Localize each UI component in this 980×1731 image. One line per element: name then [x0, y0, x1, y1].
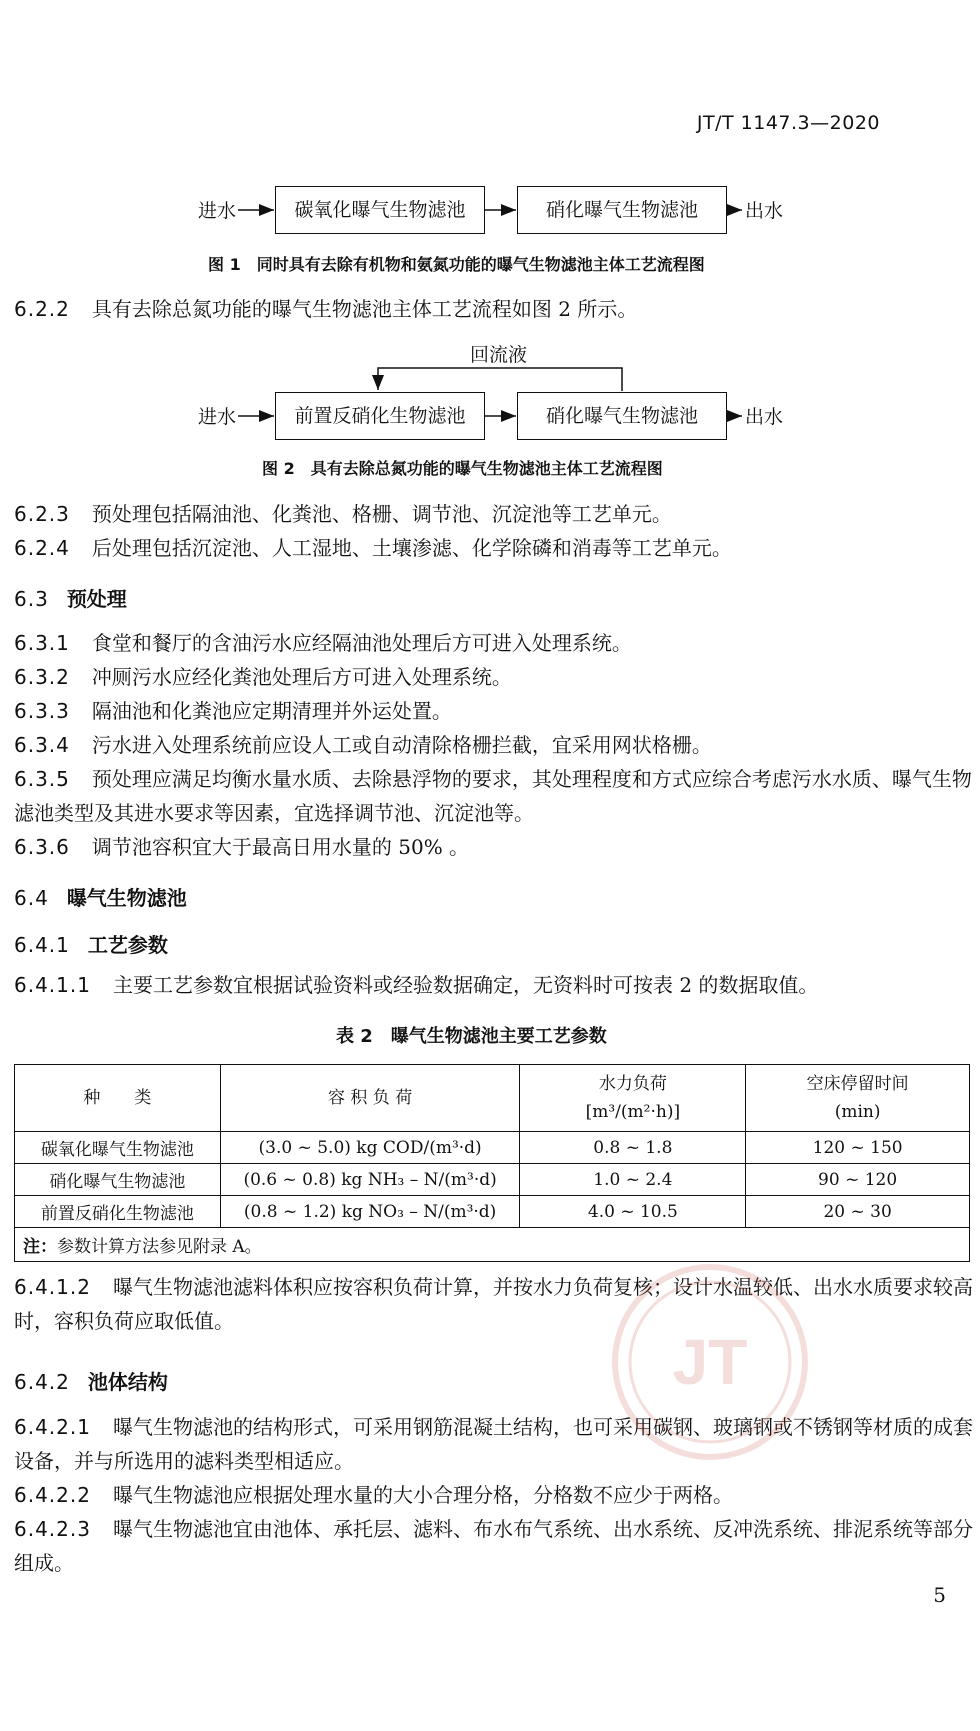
- clause-6-3-6: 6.3.6 调节池容积宜大于最高日用水量的 50% 。: [14, 835, 470, 859]
- section-6-4-1-heading: 6.4.1 工艺参数: [14, 933, 168, 957]
- figure1-inlet-label: 进水: [198, 200, 237, 222]
- table-row: [15, 1196, 970, 1228]
- clause-6-4-2-1: 6.4.2.1 曝气生物滤池的结构形式，可采用钢筋混凝土结构，也可采用碳钢、玻璃钢或不锈钢等材质的成套设备，并与所选用的滤料类型相适应。: [14, 1415, 973, 1473]
- table-cell-type: 硝化曝气生物滤池: [15, 1164, 221, 1196]
- table-cell-volume-load: (3.0 ~ 5.0) kg COD/(m³·d): [220, 1132, 520, 1164]
- figure2-arrows: [0, 0, 980, 460]
- table-cell-hydraulic-load: 4.0 ~ 10.5: [520, 1196, 746, 1228]
- clause-6-3-2: 6.3.2 冲厕污水应经化粪池处理后方可进入处理系统。: [14, 665, 512, 689]
- clause-6-4-2-3: 6.4.2.3 曝气生物滤池宜由池体、承托层、滤料、布水布气系统、出水系统、反冲洗系统、排泥系统等部分组成。: [14, 1517, 973, 1575]
- figure2-caption: 图 2 具有去除总氮功能的曝气生物滤池主体工艺流程图: [262, 459, 663, 478]
- table-cell-type: 前置反硝化生物滤池: [15, 1196, 221, 1228]
- clause-6-4-2-2: 6.4.2.2 曝气生物滤池应根据处理水量的大小合理分格，分格数不应少于两格。: [14, 1483, 733, 1507]
- figure1-outlet-label: 出水: [745, 200, 784, 222]
- table2-header-ebct: 空床停留时间 (min): [746, 1065, 970, 1132]
- table2-header-volume-load: 容 积 负 荷: [220, 1065, 520, 1132]
- clause-6-3-4: 6.3.4 污水进入处理系统前应设人工或自动清除格栅拦截，宜采用网状格栅。: [14, 733, 712, 757]
- table-cell-ebct: 90 ~ 120: [746, 1164, 970, 1196]
- table2-note: [15, 1228, 970, 1262]
- clause-6-2-4: 6.2.4 后处理包括沉淀池、人工湿地、土壤渗滤、化学除磷和消毒等工艺单元。: [14, 536, 732, 560]
- jt-watermark-stamp: [610, 1262, 810, 1462]
- clause-6-2-2: 6.2.2 具有去除总氮功能的曝气生物滤池主体工艺流程如图 2 所示。: [14, 297, 638, 321]
- figure1-caption: 图 1 同时具有去除有机物和氨氮功能的曝气生物滤池主体工艺流程图: [208, 255, 705, 274]
- section-6-4-heading: 6.4 曝气生物滤池: [14, 886, 187, 910]
- table2-note-label: 注：: [23, 1237, 57, 1257]
- table-cell-hydraulic-load: 1.0 ~ 2.4: [520, 1164, 746, 1196]
- figure2-reflux-label: 回流液: [470, 344, 528, 366]
- clause-6-4-1-2: 6.4.1.2 曝气生物滤池滤料体积应按容积负荷计算，并按水力负荷复核；设计水温较低、出水水质要求较高时，容积负荷应取低值。: [14, 1275, 973, 1333]
- figure1-box-nitrification: 硝化曝气生物滤池: [517, 186, 727, 234]
- page-number: 5: [933, 1583, 946, 1607]
- table2-header-hydraulic-unit: [m³/(m²·h)]: [585, 1102, 681, 1122]
- clause-6-3-1: 6.3.1 食堂和餐厅的含油污水应经隔油池处理后方可进入处理系统。: [14, 631, 632, 655]
- clause-6-4-1-1: 6.4.1.1 主要工艺参数宜根据试验资料或经验数据确定，无资料时可按表 2 的数据取值。: [14, 973, 819, 997]
- stamp-text: JT: [672, 1326, 748, 1398]
- clause-6-3-5: 6.3.5 预处理应满足均衡水量水质、去除悬浮物的要求，其处理程度和方式应综合考虑污水水质、曝气生物滤池类型及其进水要求等因素，宜选择调节池、沉淀池等。: [14, 767, 972, 825]
- table2-header-hydraulic-load: 水力负荷 [m³/(m²·h)]: [520, 1065, 746, 1132]
- table-row: [15, 1132, 970, 1164]
- figure2-inlet-label: 进水: [198, 406, 237, 428]
- figure1-box-carbon-oxidation: 碳氧化曝气生物滤池: [275, 186, 485, 234]
- table2-header-row: [15, 1065, 970, 1132]
- figure2-box-nitrification: 硝化曝气生物滤池: [517, 392, 727, 440]
- table-cell-type: 碳氧化曝气生物滤池: [15, 1132, 221, 1164]
- clause-6-3-3: 6.3.3 隔油池和化粪池应定期清理并外运处置。: [14, 699, 452, 723]
- section-6-3-heading: 6.3 预处理: [14, 587, 127, 611]
- table-row: [15, 1164, 970, 1196]
- clause-6-2-3: 6.2.3 预处理包括隔油池、化粪池、格栅、调节池、沉淀池等工艺单元。: [14, 502, 672, 526]
- table2-caption: 表 2 曝气生物滤池主要工艺参数: [336, 1026, 607, 1047]
- figure2-reflux-arrow: [378, 368, 622, 391]
- table2-note-text: 参数计算方法参见附录 A。: [57, 1237, 262, 1257]
- table-cell-ebct: 120 ~ 150: [746, 1132, 970, 1164]
- table-cell-ebct: 20 ~ 30: [746, 1196, 970, 1228]
- table-cell-volume-load: (0.8 ~ 1.2) kg NO₃ – N/(m³·d): [220, 1196, 520, 1228]
- table-cell-hydraulic-load: 0.8 ~ 1.8: [520, 1132, 746, 1164]
- table2-header-type: 种 类: [15, 1065, 221, 1132]
- section-6-4-2-heading: 6.4.2 池体结构: [14, 1370, 168, 1394]
- standard-code: JT/T 1147.3—2020: [696, 112, 880, 134]
- figure2-outlet-label: 出水: [745, 406, 784, 428]
- table2-process-parameters: [14, 1064, 970, 1262]
- table2-header-ebct-unit: (min): [834, 1102, 881, 1122]
- figure2-box-pre-denitrification: 前置反硝化生物滤池: [275, 392, 485, 440]
- table-cell-volume-load: (0.6 ~ 0.8) kg NH₃ – N/(m³·d): [220, 1164, 520, 1196]
- table2-note-row: [15, 1228, 970, 1262]
